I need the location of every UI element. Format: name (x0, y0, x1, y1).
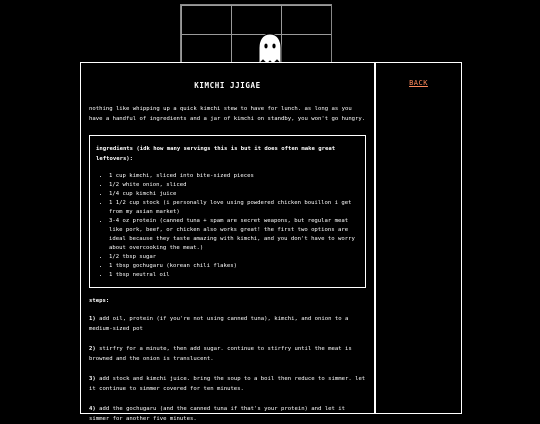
step-item (89, 404, 366, 424)
ingredient-item: • 3-4 oz protein (canned tuna + spam are secret weapons, but regular meat like pork, beef, or chicken also works great! the first two options are ideal because they taste amazing with kimchi, and you don't have to worry about overcooking the meat.) (109, 217, 359, 253)
step-text: add stock and kimchi juice. bring the soup to a boil then reduce to simmer. let it continue to simmer covered for ten minutes. (89, 376, 366, 392)
ingredient-item: • 1/4 cup kimchi juice (109, 190, 359, 199)
ingredient-item: • 1/2 white onion, sliced (109, 181, 359, 190)
step-text: add oil, protein (if you're not using canned tuna), kimchi, and onion to a medium-sized pot (89, 316, 349, 332)
step-number: 1) (89, 316, 96, 322)
steps-heading: steps: (89, 298, 110, 304)
step-item (89, 344, 366, 364)
header-grid-banner (180, 4, 332, 64)
step-number: 4) (89, 406, 96, 412)
ingredients-box (89, 135, 366, 288)
step-item (89, 374, 366, 394)
sidebar-panel (375, 62, 462, 414)
ingredients-heading: ingredients (idk how many servings this is but it does often make great leftovers): (96, 146, 336, 162)
ingredient-item: • 1 1/2 cup stock (i personally love using powdered chicken bouillon i get from my asian market) (109, 199, 359, 217)
step-number: 3) (89, 376, 96, 382)
ingredient-item: • 1/2 tbsp sugar (109, 253, 359, 262)
recipe-panel (80, 62, 375, 422)
ghost-icon (257, 33, 283, 65)
step-number: 2) (89, 346, 96, 352)
recipe-intro: nothing like whipping up a quick kimchi stew to have for lunch. as long as you have a handful of ingredients and a jar of kimchi on standby, you won't go hungry. (89, 106, 366, 122)
back-link[interactable]: BACK (409, 79, 428, 87)
ingredient-item: • 1 tbsp gochugaru (korean chili flakes) (109, 262, 359, 271)
step-text: stirfry for a minute, then add sugar. continue to stirfry until the meat is browned and the onion is translucent. (89, 346, 352, 362)
ingredient-item: • 1 tbsp neutral oil (109, 271, 359, 280)
step-item (89, 314, 366, 334)
recipe-title: KIMCHI JJIGAE (194, 81, 261, 90)
ingredient-item: • 1 cup kimchi, sliced into bite-sized pieces (109, 172, 359, 181)
ingredients-list (96, 172, 359, 280)
step-text: add the gochugaru (and the canned tuna if that's your protein) and let it simmer for another five minutes. (89, 406, 345, 422)
